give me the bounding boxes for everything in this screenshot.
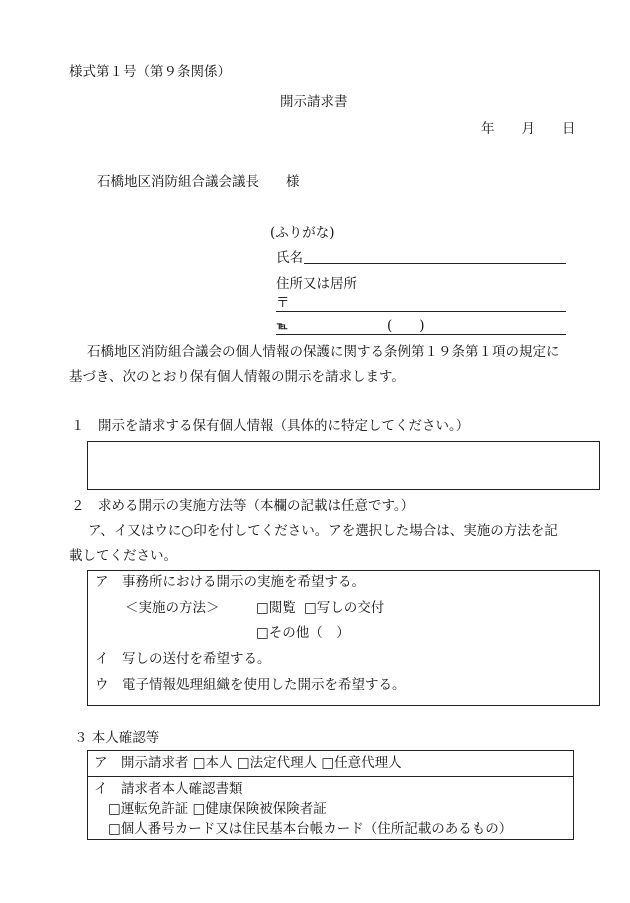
addressee: 石橋地区消防組合議会議長 様 <box>97 174 300 190</box>
section2-note-2: 載してください。 <box>69 548 177 564</box>
requester-type-row[interactable]: ア 開示請求者 □本人 □法定代理人 □任意代理人 <box>94 755 402 771</box>
requested-info-box[interactable] <box>87 441 600 490</box>
id-docs-line-2[interactable]: □個人番号カード又は住民基本台帳カード（住所記載のあるもの） <box>108 821 513 837</box>
name-field[interactable] <box>304 263 566 264</box>
identity-box <box>87 750 574 840</box>
id-docs-line-1[interactable]: □運転免許証 □健康保険被保険者証 <box>108 801 327 817</box>
option-u[interactable]: ウ 電子情報処理組織を使用した開示を希望する。 <box>95 677 406 693</box>
furigana-label: (ふりがな) <box>270 225 335 241</box>
section1-heading: １ 開示を請求する保有個人情報（具体的に特定してください。） <box>71 418 470 434</box>
form-number: 様式第１号（第９条関係） <box>69 64 231 80</box>
option-i[interactable]: イ 写しの送付を希望する。 <box>95 651 271 667</box>
body-line-2: 基づき、次のとおり保有個人情報の開示を請求します。 <box>69 369 405 385</box>
tel-parens: ( ) <box>387 318 425 334</box>
method-checkbox-copy[interactable]: □写しの交付 <box>304 600 385 616</box>
method-label: ＜実施の方法＞ <box>125 600 220 616</box>
method-checkbox-inspection[interactable]: □閲覧 <box>256 600 296 616</box>
tel-field[interactable] <box>276 334 566 335</box>
name-label: 氏名 <box>276 250 303 266</box>
section2-note-1: ア、イ又はウに○印を付してください。アを選択した場合は、実施の方法を記 <box>88 523 558 539</box>
page-title: 開示請求書 <box>280 94 348 110</box>
section3-heading: ３ 本人確認等 <box>74 730 160 746</box>
id-docs-title: イ 請求者本人確認書類 <box>94 781 243 797</box>
method-box <box>87 570 600 706</box>
section2-heading: ２ 求める開示の実施方法等（本欄の記載は任意です。） <box>71 498 415 514</box>
address-label: 住所又は居所 <box>276 276 357 292</box>
method-checkbox-other[interactable]: □その他（ ） <box>256 625 350 641</box>
postal-mark: 〒 <box>276 295 290 311</box>
body-line-1: 石橋地区消防組合議会の個人情報の保護に関する条例第１９条第１項の規定に <box>87 344 560 360</box>
address-field[interactable] <box>276 311 566 312</box>
row-divider <box>88 776 573 777</box>
option-a[interactable]: ア 事務所における開示の実施を希望する。 <box>95 574 365 590</box>
date-line: 年 月 日 <box>481 121 576 137</box>
tel-label: ℡ <box>277 321 288 332</box>
